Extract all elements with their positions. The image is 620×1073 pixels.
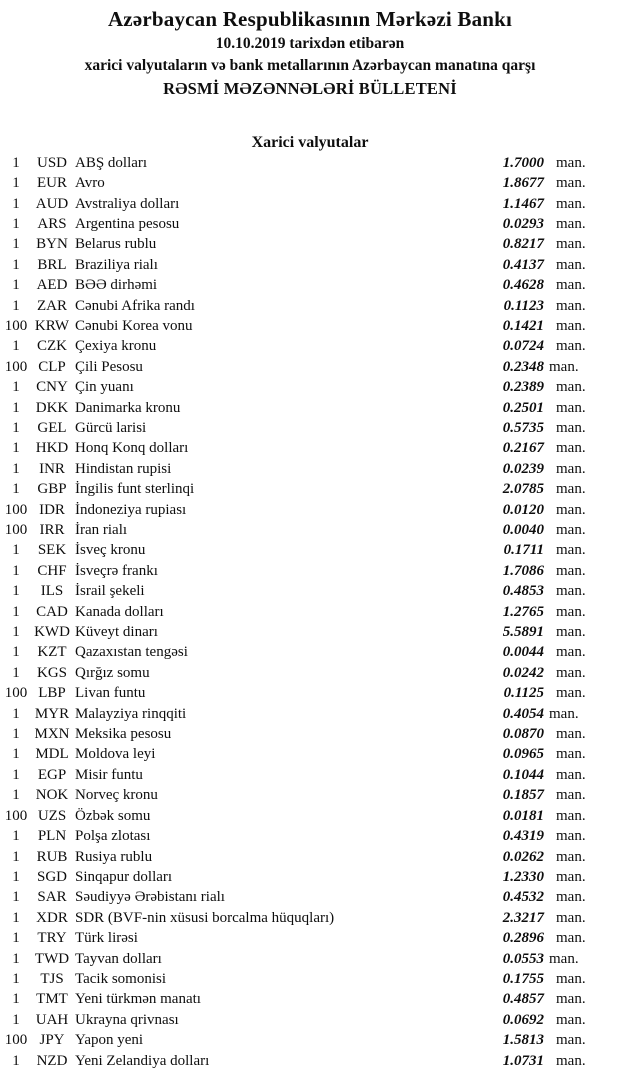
row-currency-name: İran rialı xyxy=(75,522,128,539)
row-rate-value: 0.2501 xyxy=(502,399,544,416)
row-rate-value: 0.4628 xyxy=(502,277,544,294)
row-currency-name: İsveçrə frankı xyxy=(75,562,158,579)
row-currency-name: Yeni Zelandiya dolları xyxy=(75,1052,210,1069)
row-unit-label: man. xyxy=(556,501,586,518)
row-quantity: 1 xyxy=(12,419,20,436)
row-quantity: 100 xyxy=(4,685,28,702)
row-quantity: 100 xyxy=(4,522,28,539)
row-quantity: 1 xyxy=(12,236,20,253)
currency-row xyxy=(0,255,596,275)
row-quantity: 1 xyxy=(12,1052,20,1069)
row-currency-code: RUB xyxy=(36,848,68,865)
row-currency-name: Danimarka kronu xyxy=(75,399,181,416)
currency-row xyxy=(0,990,596,1010)
row-currency-name: BƏƏ dirhəmi xyxy=(75,277,158,294)
currency-row xyxy=(0,398,596,418)
row-unit-label: man. xyxy=(556,624,586,641)
row-currency-name: Qırğız somu xyxy=(75,664,150,681)
row-unit-label: man. xyxy=(556,930,586,947)
row-currency-name: Türk lirəsi xyxy=(75,930,138,947)
currency-row xyxy=(0,928,596,948)
row-quantity: 1 xyxy=(12,930,20,947)
row-currency-code: TRY xyxy=(37,930,67,947)
row-quantity: 1 xyxy=(12,950,20,967)
row-currency-name: Cənubi Korea vonu xyxy=(75,317,193,334)
currency-row xyxy=(0,622,596,642)
row-currency-code: GEL xyxy=(37,419,67,436)
row-rate-value: 0.0965 xyxy=(502,746,544,763)
row-currency-code: USD xyxy=(36,154,67,171)
row-rate-value: 0.1123 xyxy=(503,297,544,314)
currency-row xyxy=(0,480,596,500)
row-currency-code: ZAR xyxy=(37,297,67,314)
currency-row xyxy=(0,867,596,887)
row-quantity: 1 xyxy=(12,297,20,314)
row-rate-value: 0.4853 xyxy=(502,583,544,600)
row-currency-name: Tayvan dolları xyxy=(75,950,162,967)
row-unit-label: man. xyxy=(556,277,586,294)
currency-row xyxy=(0,1030,596,1050)
row-unit-label: man. xyxy=(556,991,586,1008)
row-currency-code: KWD xyxy=(34,624,70,641)
row-unit-label: man. xyxy=(556,522,586,539)
row-currency-name: İsveç kronu xyxy=(75,542,146,559)
row-quantity: 1 xyxy=(12,746,20,763)
row-unit-label: man. xyxy=(556,889,586,906)
row-rate-value: 0.0293 xyxy=(502,215,544,232)
row-currency-code: HKD xyxy=(35,440,69,457)
row-unit-label: man. xyxy=(556,746,586,763)
row-rate-value: 0.0242 xyxy=(502,664,544,681)
row-unit-label: man. xyxy=(556,807,586,824)
row-unit-label: man. xyxy=(556,726,586,743)
currency-row xyxy=(0,500,596,520)
row-rate-value: 2.3217 xyxy=(502,909,544,926)
row-quantity: 1 xyxy=(12,726,20,743)
row-rate-value: 0.0870 xyxy=(502,726,544,743)
row-currency-code: IDR xyxy=(39,501,65,518)
row-quantity: 1 xyxy=(12,542,20,559)
row-currency-name: Belarus rublu xyxy=(75,236,157,253)
row-unit-label: man. xyxy=(556,1011,586,1028)
row-quantity: 1 xyxy=(12,991,20,1008)
currency-row xyxy=(0,765,596,785)
row-quantity: 1 xyxy=(12,399,20,416)
row-currency-code: SGD xyxy=(36,868,67,885)
row-currency-code: MXN xyxy=(34,726,70,743)
row-quantity: 100 xyxy=(4,1032,28,1049)
row-quantity: 1 xyxy=(12,603,20,620)
row-currency-name: Moldova leyi xyxy=(75,746,156,763)
row-unit-label: man. xyxy=(556,399,586,416)
row-currency-name: Ukrayna qrivnası xyxy=(75,1011,179,1028)
currency-rates-table xyxy=(0,153,620,1071)
currency-row xyxy=(0,357,596,377)
row-unit-label: man. xyxy=(556,583,586,600)
row-rate-value: 0.4319 xyxy=(502,828,544,845)
row-rate-value: 1.7086 xyxy=(502,562,544,579)
row-currency-name: İsrail şekeli xyxy=(75,583,145,600)
row-unit-label: man. xyxy=(556,256,586,273)
document-header xyxy=(0,0,620,100)
row-currency-name: Çin yuanı xyxy=(75,379,134,396)
row-rate-value: 0.2167 xyxy=(502,440,544,457)
row-currency-name: Yapon yeni xyxy=(75,1032,144,1049)
row-currency-code: KRW xyxy=(34,317,70,334)
currency-row xyxy=(0,949,596,969)
row-currency-name: Malayziya rinqqiti xyxy=(75,705,187,722)
currency-row xyxy=(0,520,596,540)
row-quantity: 1 xyxy=(12,787,20,804)
currency-row xyxy=(0,602,596,622)
subject-line: xarici valyutaların və bank metallarının Azərbaycan manatına qarşı xyxy=(84,57,536,74)
row-currency-name: Honq Konq dolları xyxy=(75,440,189,457)
row-currency-name: ABŞ dolları xyxy=(75,154,148,171)
row-rate-value: 1.2765 xyxy=(502,603,544,620)
row-rate-value: 0.2348 xyxy=(502,358,544,375)
row-rate-value: 1.7000 xyxy=(502,154,544,171)
row-quantity: 1 xyxy=(12,481,20,498)
currency-row xyxy=(0,214,596,234)
currency-row xyxy=(0,826,596,846)
row-unit-label: man. xyxy=(556,848,586,865)
currency-row xyxy=(0,316,596,336)
currency-row xyxy=(0,153,596,173)
row-quantity: 1 xyxy=(12,379,20,396)
row-unit-label: man. xyxy=(556,787,586,804)
currency-row xyxy=(0,541,596,561)
currency-row xyxy=(0,969,596,989)
row-quantity: 1 xyxy=(12,970,20,987)
currency-row xyxy=(0,173,596,193)
row-currency-code: EGP xyxy=(37,766,67,783)
row-currency-name: Sinqapur dolları xyxy=(75,868,173,885)
currency-row xyxy=(0,561,596,581)
row-rate-value: 0.8217 xyxy=(502,236,544,253)
row-rate-value: 0.4137 xyxy=(502,256,544,273)
row-currency-name: Rusiya rublu xyxy=(75,848,153,865)
row-currency-code: PLN xyxy=(37,828,67,845)
row-currency-name: Qazaxıstan tengəsi xyxy=(75,644,188,661)
row-rate-value: 0.0181 xyxy=(502,807,544,824)
row-currency-code: XDR xyxy=(36,909,68,926)
row-currency-name: Avro xyxy=(75,175,105,192)
row-unit-label: man. xyxy=(556,297,586,314)
row-currency-code: TMT xyxy=(36,991,68,1008)
row-quantity: 1 xyxy=(12,583,20,600)
row-quantity: 100 xyxy=(4,358,28,375)
row-currency-code: TWD xyxy=(34,950,70,967)
row-quantity: 1 xyxy=(12,909,20,926)
row-rate-value: 1.5813 xyxy=(502,1032,544,1049)
row-currency-code: CNY xyxy=(36,379,68,396)
row-unit-label: man. xyxy=(556,419,586,436)
row-currency-name: Kanada dolları xyxy=(75,603,164,620)
row-currency-code: KGS xyxy=(36,664,67,681)
row-rate-value: 0.0239 xyxy=(502,460,544,477)
row-quantity: 1 xyxy=(12,175,20,192)
row-currency-code: DKK xyxy=(35,399,69,416)
row-currency-code: NZD xyxy=(36,1052,68,1069)
row-currency-code: ARS xyxy=(37,215,67,232)
row-quantity: 1 xyxy=(12,256,20,273)
row-unit-label: man. xyxy=(556,562,586,579)
row-unit-label: man. xyxy=(556,317,586,334)
row-rate-value: 0.0040 xyxy=(502,522,544,539)
row-rate-value: 0.0724 xyxy=(502,338,544,355)
row-quantity: 100 xyxy=(4,807,28,824)
currency-row xyxy=(0,439,596,459)
row-currency-code: BYN xyxy=(36,236,68,253)
row-unit-label: man. xyxy=(556,460,586,477)
row-currency-name: Küveyt dinarı xyxy=(75,624,158,641)
row-unit-label: man. xyxy=(556,236,586,253)
row-rate-value: 1.0731 xyxy=(502,1052,544,1069)
row-currency-code: UAH xyxy=(35,1011,69,1028)
row-unit-label: man. xyxy=(556,440,586,457)
row-unit-label: man. xyxy=(556,603,586,620)
row-quantity: 1 xyxy=(12,277,20,294)
currency-row xyxy=(0,847,596,867)
row-rate-value: 2.0785 xyxy=(502,481,544,498)
row-currency-code: CAD xyxy=(36,603,68,620)
row-currency-name: Livan funtu xyxy=(75,685,146,702)
row-currency-code: KZT xyxy=(37,644,67,661)
currency-row xyxy=(0,663,596,683)
row-unit-label: man. xyxy=(549,950,579,967)
currency-row xyxy=(0,296,596,316)
row-rate-value: 5.5891 xyxy=(502,624,544,641)
row-rate-value: 1.2330 xyxy=(502,868,544,885)
row-quantity: 1 xyxy=(12,624,20,641)
currency-row xyxy=(0,908,596,928)
row-currency-name: Argentina pesosu xyxy=(75,215,180,232)
row-quantity: 1 xyxy=(12,154,20,171)
row-rate-value: 0.0120 xyxy=(502,501,544,518)
currency-row xyxy=(0,643,596,663)
row-unit-label: man. xyxy=(556,481,586,498)
row-quantity: 1 xyxy=(12,644,20,661)
row-quantity: 1 xyxy=(12,1011,20,1028)
row-unit-label: man. xyxy=(549,358,579,375)
row-rate-value: 0.2389 xyxy=(502,379,544,396)
row-quantity: 100 xyxy=(4,501,28,518)
row-unit-label: man. xyxy=(556,542,586,559)
row-quantity: 1 xyxy=(12,562,20,579)
currency-row xyxy=(0,194,596,214)
currency-row xyxy=(0,684,596,704)
row-rate-value: 0.0692 xyxy=(502,1011,544,1028)
bank-name-title: Azərbaycan Respublikasının Mərkəzi Bankı xyxy=(107,7,513,31)
currency-row xyxy=(0,888,596,908)
currency-row xyxy=(0,786,596,806)
row-unit-label: man. xyxy=(556,664,586,681)
row-currency-code: MYR xyxy=(34,705,70,722)
row-unit-label: man. xyxy=(556,644,586,661)
row-quantity: 1 xyxy=(12,338,20,355)
row-currency-code: AED xyxy=(36,277,68,294)
row-unit-label: man. xyxy=(549,705,579,722)
row-rate-value: 0.0553 xyxy=(502,950,544,967)
row-currency-name: Çili Pesosu xyxy=(75,358,143,375)
row-currency-name: Polşa zlotası xyxy=(75,828,151,845)
row-unit-label: man. xyxy=(556,868,586,885)
row-unit-label: man. xyxy=(556,909,586,926)
row-rate-value: 0.1755 xyxy=(502,970,544,987)
row-rate-value: 0.1125 xyxy=(503,685,544,702)
row-currency-code: EUR xyxy=(37,175,67,192)
row-currency-name: İndoneziya rupiası xyxy=(75,501,187,518)
currency-row xyxy=(0,275,596,295)
row-quantity: 1 xyxy=(12,195,20,212)
row-currency-name: İngilis funt sterlinqi xyxy=(75,481,195,498)
currency-row xyxy=(0,1051,596,1071)
row-unit-label: man. xyxy=(556,828,586,845)
row-quantity: 100 xyxy=(4,317,28,334)
currency-row xyxy=(0,418,596,438)
row-unit-label: man. xyxy=(556,175,586,192)
row-quantity: 1 xyxy=(12,889,20,906)
currency-row xyxy=(0,337,596,357)
currency-row xyxy=(0,459,596,479)
row-rate-value: 0.1421 xyxy=(502,317,544,334)
row-unit-label: man. xyxy=(556,195,586,212)
row-currency-code: AUD xyxy=(35,195,69,212)
row-rate-value: 0.1044 xyxy=(502,766,544,783)
currency-row xyxy=(0,704,596,724)
row-currency-code: ILS xyxy=(40,583,64,600)
row-rate-value: 0.4054 xyxy=(502,705,544,722)
row-currency-name: Hindistan rupisi xyxy=(75,460,172,477)
row-rate-value: 0.4857 xyxy=(502,991,544,1008)
row-currency-name: Özbək somu xyxy=(75,807,151,824)
row-unit-label: man. xyxy=(556,970,586,987)
row-unit-label: man. xyxy=(556,1052,586,1069)
row-currency-name: Norveç kronu xyxy=(75,787,158,804)
currency-row xyxy=(0,582,596,602)
row-currency-name: Səudiyyə Ərəbistanı rialı xyxy=(75,889,225,906)
row-currency-code: CHF xyxy=(37,562,67,579)
row-currency-code: CLP xyxy=(38,358,66,375)
row-currency-code: UZS xyxy=(37,807,67,824)
currency-row xyxy=(0,377,596,397)
row-unit-label: man. xyxy=(556,338,586,355)
row-currency-code: NOK xyxy=(35,787,69,804)
row-rate-value: 0.2896 xyxy=(502,930,544,947)
row-currency-name: Misir funtu xyxy=(75,766,143,783)
row-currency-code: BRL xyxy=(37,256,67,273)
row-quantity: 1 xyxy=(12,440,20,457)
row-rate-value: 0.0044 xyxy=(502,644,544,661)
row-unit-label: man. xyxy=(556,1032,586,1049)
row-currency-name: Avstraliya dolları xyxy=(75,195,180,212)
effective-date-line: 10.10.2019 tarixdən etibarən xyxy=(215,35,405,52)
row-rate-value: 0.1857 xyxy=(502,787,544,804)
row-currency-name: Meksika pesosu xyxy=(75,726,172,743)
row-unit-label: man. xyxy=(556,766,586,783)
row-unit-label: man. xyxy=(556,685,586,702)
row-quantity: 1 xyxy=(12,868,20,885)
row-rate-value: 1.1467 xyxy=(502,195,544,212)
row-currency-code: MDL xyxy=(35,746,69,763)
row-currency-name: Cənubi Afrika randı xyxy=(75,297,195,314)
currency-row xyxy=(0,806,596,826)
row-currency-name: Çexiya kronu xyxy=(75,338,157,355)
row-rate-value: 1.8677 xyxy=(502,175,544,192)
row-currency-code: JPY xyxy=(39,1032,65,1049)
row-unit-label: man. xyxy=(556,215,586,232)
currency-row xyxy=(0,235,596,255)
bulletin-title: RƏSMİ MƏZƏNNƏLƏRİ BÜLLETENİ xyxy=(163,79,457,98)
row-rate-value: 0.5735 xyxy=(502,419,544,436)
currency-row xyxy=(0,745,596,765)
row-quantity: 1 xyxy=(12,848,20,865)
row-quantity: 1 xyxy=(12,664,20,681)
row-rate-value: 0.0262 xyxy=(502,848,544,865)
row-currency-name: Gürcü larisi xyxy=(75,419,147,436)
row-quantity: 1 xyxy=(12,215,20,232)
row-currency-code: CZK xyxy=(37,338,67,355)
row-quantity: 1 xyxy=(12,828,20,845)
currency-row xyxy=(0,724,596,744)
row-currency-name: Braziliya rialı xyxy=(75,256,158,273)
row-currency-code: IRR xyxy=(39,522,65,539)
row-quantity: 1 xyxy=(12,705,20,722)
row-unit-label: man. xyxy=(556,154,586,171)
currency-row xyxy=(0,1010,596,1030)
section-title-foreign-currencies: Xarici valyutalar xyxy=(251,134,369,151)
row-rate-value: 0.1711 xyxy=(503,542,544,559)
row-currency-name: SDR (BVF-nin xüsusi borcalma hüquqları) xyxy=(75,909,335,926)
row-unit-label: man. xyxy=(556,379,586,396)
row-currency-name: Yeni türkmən manatı xyxy=(75,991,201,1008)
row-currency-code: SAR xyxy=(37,889,67,906)
row-currency-name: Tacik somonisi xyxy=(75,970,167,987)
row-quantity: 1 xyxy=(12,766,20,783)
row-currency-code: TJS xyxy=(40,970,64,987)
row-currency-code: GBP xyxy=(37,481,67,498)
row-currency-code: LBP xyxy=(38,685,66,702)
row-rate-value: 0.4532 xyxy=(502,889,544,906)
row-quantity: 1 xyxy=(12,460,20,477)
row-currency-code: SEK xyxy=(37,542,67,559)
row-currency-code: INR xyxy=(39,460,65,477)
